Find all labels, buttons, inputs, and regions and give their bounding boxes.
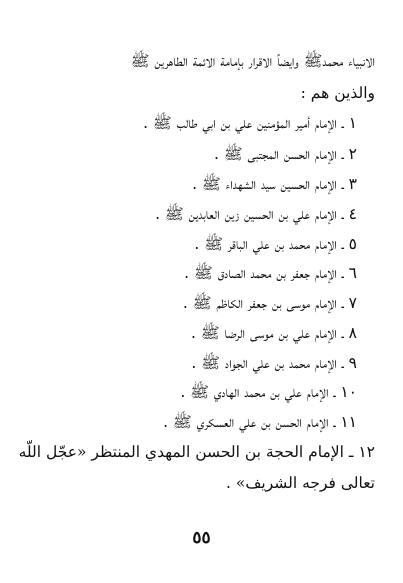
imam-item-11: ١١ ـ الإمام الحسن بن علي العسكري ﷺ . — [163, 413, 357, 431]
imam-item-3: ٣ ـ الإمام الحسين سيد الشهداء ﷺ . — [192, 175, 357, 193]
intro-line-2: والذين هم : — [300, 84, 375, 102]
imam-item-2: ٢ ـ الإمام الحسن المجتبى ﷺ . — [214, 145, 357, 163]
imam-item-5: ٥ ـ الإمام محمد بن علي الباقر ﷺ . — [194, 235, 357, 253]
imam-item-4: ٤ ـ الإمام علي بن الحسين زين العابدين ﷺ . — [155, 205, 357, 223]
imam-item-12: ١٢ ـ الإمام الحجة بن الحسن المهدي المنتظر «عجّل اللّه — [18, 443, 375, 461]
page-number: ٥٥ — [192, 528, 211, 548]
imam-item-12-continuation: تعالى فرجه الشريف» . — [226, 474, 375, 492]
intro-line-1: الانبياء محمدﷺ وايضاً الاقرار بإمامة الائمة الطاهرين ﷺ — [130, 52, 375, 70]
imam-item-6: ٦ ـ الإمام جعفر بن محمد الصادق ﷺ . — [184, 264, 357, 282]
imam-item-8: ٨ ـ الإمام علي بن موسى الرضا ﷺ . — [191, 324, 357, 342]
imam-item-7: ٧ ـ الإمام موسى بن جعفر الكاظم ﷺ . — [182, 294, 357, 312]
imam-item-9: ٩ ـ الإمام محمد بن علي الجواد ﷺ . — [191, 354, 357, 372]
imam-item-1: ١ ـ الإمام أمير المؤمنين علي بن ابي طالب ﷺ . — [143, 114, 357, 132]
imam-item-10: ١٠ ـ الإمام علي بن محمد الهادي ﷺ . — [180, 383, 357, 401]
